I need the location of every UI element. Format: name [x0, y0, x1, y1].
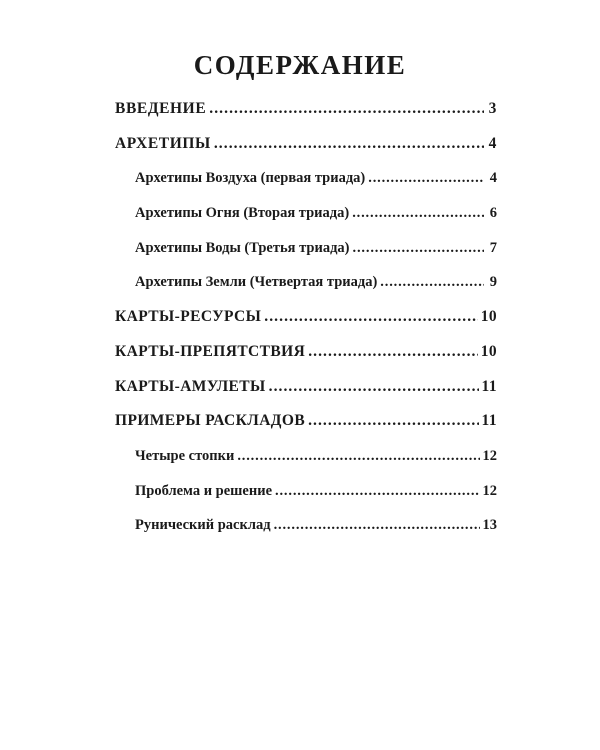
dot-leader	[305, 404, 478, 439]
toc-page-number: 10	[480, 342, 497, 360]
toc-entry-label: Архетипы Воды (Третья триада)	[135, 239, 350, 256]
dot-leader	[350, 231, 484, 266]
dot-leader	[365, 161, 484, 196]
dot-leader	[211, 127, 484, 162]
dot-leader	[349, 196, 484, 231]
dot-leader	[266, 370, 479, 405]
toc-subentry-problem-and-solution[interactable]	[115, 474, 497, 509]
dot-leader	[271, 508, 480, 543]
toc-entry-label: КАРТЫ-АМУЛЕТЫ	[115, 377, 266, 395]
toc-entry-label: ПРИМЕРЫ РАСКЛАДОВ	[115, 412, 306, 430]
toc-entry-label: Архетипы Огня (Вторая триада)	[135, 205, 350, 222]
toc-page-number: 10	[480, 308, 497, 326]
toc-entry-obstacle-cards[interactable]	[115, 335, 497, 370]
toc-entry-label: КАРТЫ-ПРЕПЯТСТВИЯ	[115, 342, 306, 360]
toc-page-number: 11	[481, 412, 497, 430]
toc-page-number: 7	[489, 239, 497, 256]
toc-page-number: 4	[489, 170, 497, 187]
toc-entry-spread-examples[interactable]	[115, 404, 497, 439]
dot-leader	[234, 439, 479, 474]
toc-page-number: 3	[488, 100, 497, 117]
dot-leader	[261, 300, 477, 335]
toc-page-number: 6	[489, 205, 497, 222]
toc-entry-resource-cards[interactable]	[115, 300, 497, 335]
toc-entry-amulet-cards[interactable]	[115, 370, 497, 405]
toc-page-number: 13	[482, 517, 497, 534]
toc-entry-label: Архетипы Земли (Четвертая триада)	[135, 274, 378, 291]
toc-entry-archetypes[interactable]	[115, 127, 497, 162]
toc-entry-label: Рунический расклад	[135, 517, 271, 534]
toc-subentry-water-archetypes[interactable]	[115, 231, 497, 266]
toc-entry-label: АРХЕТИПЫ	[115, 134, 211, 152]
toc-entry-label: ВВЕДЕНИЕ	[115, 100, 207, 117]
dot-leader	[272, 474, 479, 509]
dot-leader	[206, 92, 484, 127]
dot-leader	[305, 335, 478, 370]
toc-entry-introduction[interactable]	[115, 92, 497, 127]
toc-subentry-runic-spread[interactable]	[115, 508, 497, 543]
toc-page-number: 4	[488, 134, 497, 152]
toc-page-number: 12	[482, 447, 497, 464]
toc-page-number: 9	[489, 274, 497, 291]
toc-entry-label: Проблема и решение	[135, 482, 273, 499]
toc-page-number: 12	[482, 482, 497, 499]
toc-subentry-air-archetypes[interactable]	[115, 161, 497, 196]
toc-subentry-four-stacks[interactable]	[115, 439, 497, 474]
toc-entry-label: КАРТЫ-РЕСУРСЫ	[115, 308, 262, 326]
page-title: СОДЕРЖАНИЕ	[193, 50, 407, 80]
dot-leader	[377, 265, 484, 300]
toc-subentry-fire-archetypes[interactable]	[115, 196, 497, 231]
toc-subentry-earth-archetypes[interactable]	[115, 265, 497, 300]
toc-page-number: 11	[481, 377, 497, 395]
toc-entry-label: Четыре стопки	[135, 447, 235, 464]
table-of-contents	[115, 92, 497, 543]
toc-entry-label: Архетипы Воздуха (первая триада)	[135, 170, 366, 187]
